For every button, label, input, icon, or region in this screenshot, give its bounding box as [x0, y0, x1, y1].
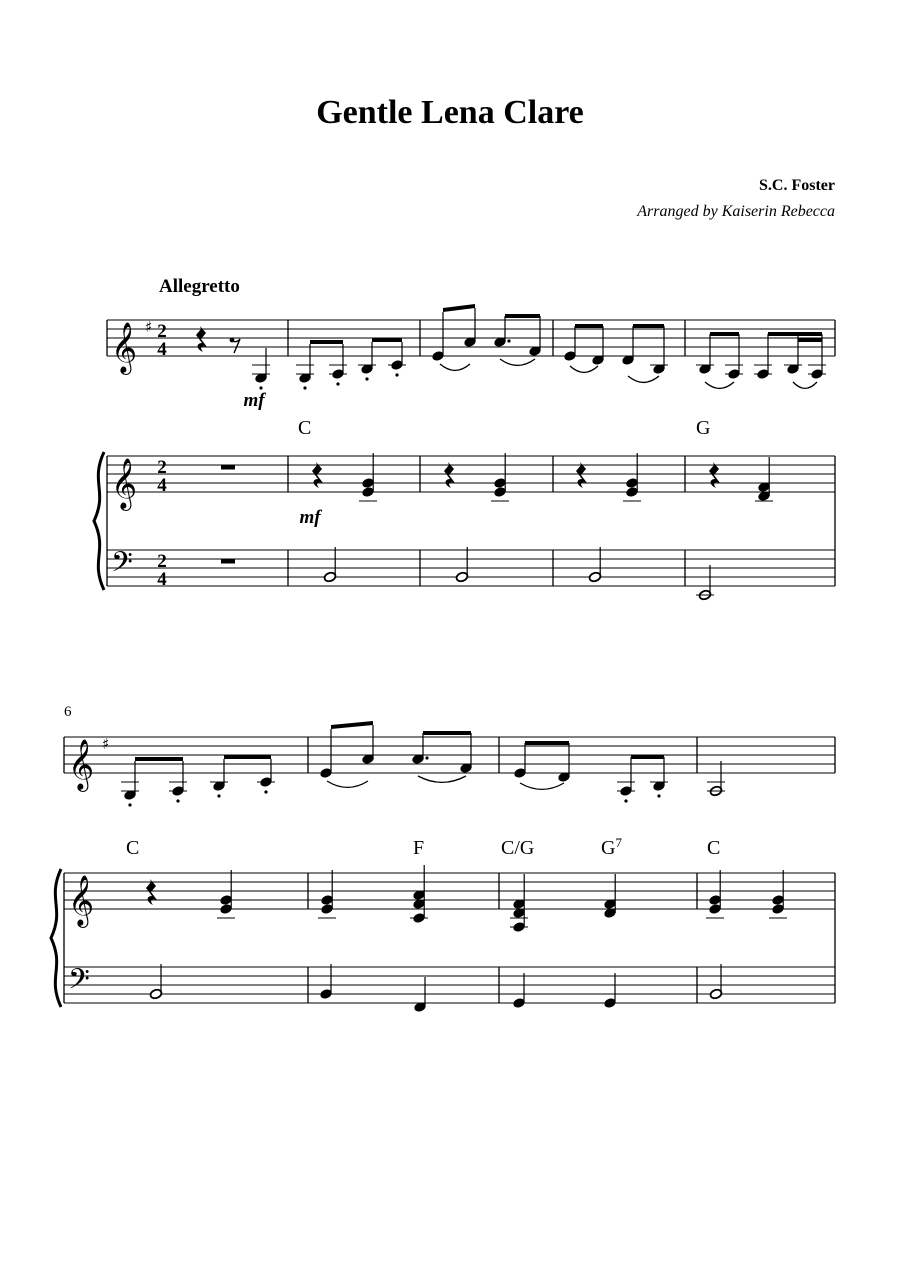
- staccato-dot: [217, 794, 220, 797]
- music-glyphs: [51, 318, 167, 1007]
- slur: [327, 781, 368, 787]
- quarter-rest: [709, 462, 720, 488]
- slur: [500, 359, 535, 365]
- treble-clef-icon: 𝄞: [111, 322, 138, 373]
- chord-symbol: C: [707, 837, 721, 859]
- bass-clef-icon: 𝄢: [111, 546, 133, 586]
- staccato-dot: [395, 373, 398, 376]
- whole-rest: [221, 465, 235, 470]
- slur: [570, 366, 598, 372]
- slur: [440, 364, 470, 370]
- treble-clef-icon: 𝄞: [111, 458, 138, 509]
- quarter-rest: [196, 326, 207, 352]
- staccato-dot: [264, 790, 267, 793]
- note-beam: [710, 332, 739, 336]
- treble-clef-icon: 𝄞: [68, 739, 95, 790]
- composer-credit: S.C. Foster: [759, 177, 835, 194]
- sharp-key-signature: ♯: [145, 318, 153, 336]
- piano-brace-icon: [94, 452, 104, 590]
- treble-clef-icon: 𝄞: [68, 875, 95, 926]
- quarter-rest: [146, 879, 157, 905]
- staccato-dot: [128, 803, 131, 806]
- measure-number: 6: [64, 704, 72, 720]
- slur: [520, 783, 564, 789]
- note-beam: [224, 755, 271, 759]
- staccato-dot: [624, 799, 627, 802]
- staccato-dot: [176, 799, 179, 802]
- time-signature-top: 2: [157, 551, 167, 572]
- dynamic-mf-melody: mf: [243, 390, 265, 411]
- staccato-dot: [336, 382, 339, 385]
- time-signature-bottom: 4: [157, 339, 167, 360]
- sharp-key-signature: ♯: [102, 735, 110, 753]
- note-beam: [633, 324, 664, 328]
- note-beam: [423, 731, 471, 735]
- note-beam: [798, 338, 822, 342]
- dynamic-mf-piano: mf: [299, 507, 321, 528]
- quarter-rest: [444, 462, 455, 488]
- slur: [418, 776, 466, 782]
- slur: [793, 382, 817, 388]
- note-beam: [505, 314, 540, 318]
- slur: [705, 382, 734, 388]
- staccato-dot: [365, 377, 368, 380]
- staccato-dot: [657, 794, 660, 797]
- staccato-dot: [507, 339, 510, 342]
- note-beam: [331, 721, 373, 729]
- time-signature-top: 2: [157, 457, 167, 478]
- bass-clef-icon: 𝄢: [68, 963, 90, 1003]
- note-beam: [525, 741, 569, 745]
- note-beam: [443, 304, 475, 312]
- note-beam: [768, 332, 822, 336]
- note-beam: [310, 340, 343, 344]
- quarter-rest: [576, 462, 587, 488]
- chord-symbol: C: [126, 837, 140, 859]
- slur: [628, 376, 659, 382]
- piano-brace-icon: [51, 869, 61, 1007]
- chord-symbol: G: [696, 417, 711, 439]
- note-beam: [575, 324, 603, 328]
- eighth-rest: [232, 339, 240, 353]
- score-title: Gentle Lena Clare: [316, 94, 584, 131]
- note-beam: [135, 757, 183, 761]
- chord-symbol: C: [298, 417, 312, 439]
- staccato-dot: [425, 756, 428, 759]
- tempo-marking: Allegretto: [159, 276, 240, 297]
- note-beam: [372, 338, 402, 342]
- time-signature-bottom: 4: [157, 569, 167, 590]
- whole-rest: [221, 559, 235, 564]
- chord-symbol: F: [413, 837, 425, 859]
- time-signature-top: 2: [157, 321, 167, 342]
- notes-layer: [121, 0, 826, 1013]
- time-signature-bottom: 4: [157, 475, 167, 496]
- note-beam: [631, 755, 664, 759]
- arranger-credit: Arranged by Kaiserin Rebecca: [637, 203, 835, 220]
- quarter-rest: [312, 462, 323, 488]
- staccato-dot: [303, 386, 306, 389]
- chord-symbol: C/G: [501, 837, 535, 859]
- chord-symbol-g7: $G^7$: [601, 835, 622, 859]
